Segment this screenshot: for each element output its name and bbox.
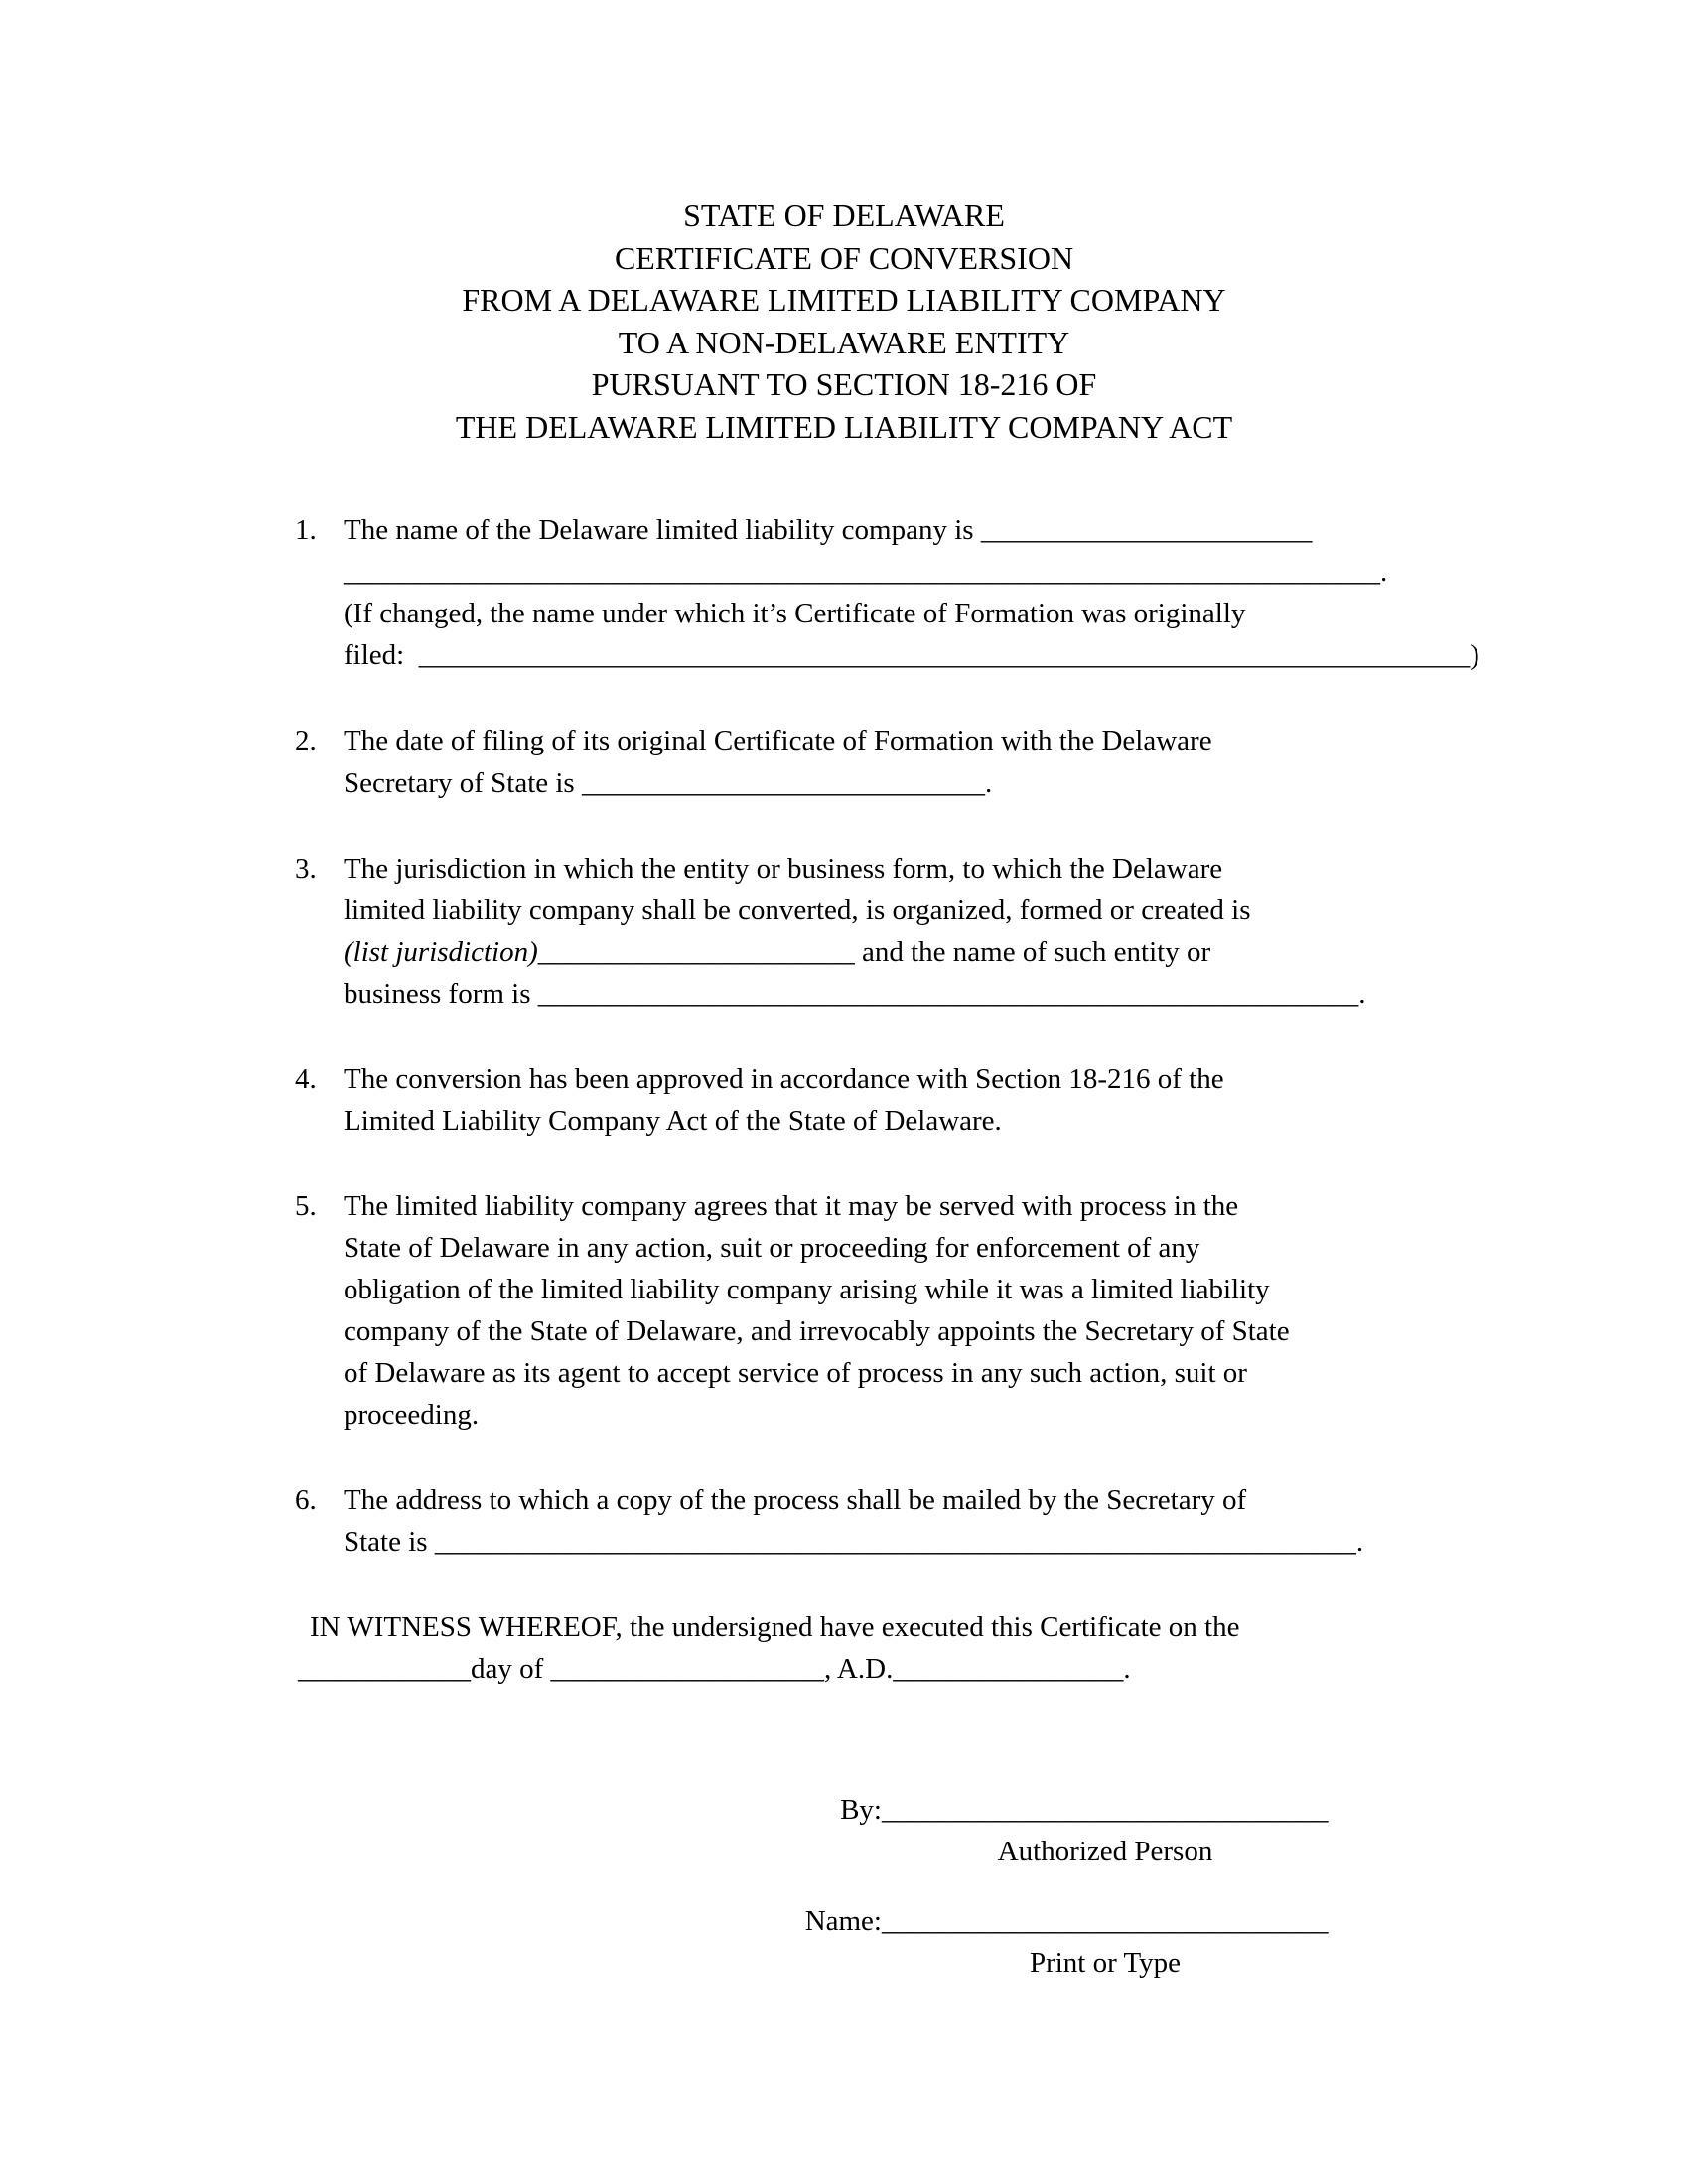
by-label: By: [840,1794,882,1827]
by-row [787,1789,1688,1831]
items-list [295,509,1489,1563]
text-segment: The jurisdiction in which the entity or business form, to which the Delaware [344,852,1223,885]
text-line [344,762,1212,804]
title-line [0,363,1688,406]
text-line [344,1521,1363,1563]
text-segment: The date of filing of its original Certificate of Formation with the Delaware [344,725,1212,757]
text-segment: TO A NON-DELAWARE ENTITY [618,324,1070,360]
text-segment: FROM A DELAWARE LIMITED LIABILITY COMPANY [462,282,1226,319]
witness-line [298,1648,1688,1690]
text-segment: filed: _________________________________________________________________________) [344,639,1479,672]
title-line [0,237,1688,280]
title-line [0,195,1688,237]
list-item [295,848,1489,1015]
title-line [0,406,1688,449]
text-segment: proceeding. [344,1399,480,1432]
text-segment: CERTIFICATE OF CONVERSION [614,239,1074,276]
text-segment: Limited Liability Company Act of the State of Delaware. [344,1104,1002,1137]
text-segment: IN WITNESS WHEREOF, the undersigned have executed this Certificate on the [310,1611,1240,1644]
item-number: 4. [295,1062,317,1095]
text-line [344,1227,1290,1269]
authorized-person-caption: Authorized Person [997,1836,1213,1868]
witness-clause [298,1606,1688,1690]
item-text [344,1479,1363,1563]
signature-block [787,1789,1688,1983]
text-segment: limited liability company shall be converted, is organized, formed or created is [344,893,1251,926]
witness-line [298,1606,1688,1648]
list-item [295,1479,1489,1563]
list-item [295,1058,1489,1142]
text-line [344,1269,1290,1310]
text-line [344,889,1366,931]
text-line [344,1058,1224,1100]
text-segment: THE DELAWARE LIMITED LIABILITY COMPANY ACT [455,408,1233,445]
list-item [295,720,1489,803]
text-line [344,1394,1290,1435]
text-line [344,1352,1290,1394]
text-line [344,1479,1363,1521]
text-line [344,1310,1290,1352]
text-segment: ______________________ and the name of such entity or [537,935,1211,968]
text-line [344,1185,1290,1227]
text-line [344,551,1479,593]
text-segment: State of Delaware in any action, suit or proceeding for enforcement of any [344,1231,1200,1264]
item-text [344,1058,1224,1142]
jurisdiction-italic-label: (list jurisdiction) [344,935,538,968]
name-label: Name: [804,1905,882,1938]
item-text [344,1185,1290,1435]
text-segment: business form is _________________________________________________________. [344,977,1366,1010]
title-line [0,322,1688,364]
item-number: 3. [295,852,317,885]
text-line [344,1100,1224,1142]
item-number: 1. [295,514,317,547]
text-segment: (If changed, the name under which it’s Certificate of Formation was originally [344,598,1246,630]
text-segment: The limited liability company agrees that it may be served with process in the [344,1189,1239,1222]
text-line [344,931,1366,973]
item-number: 5. [295,1189,317,1222]
text-line [344,509,1479,551]
name-row [787,1900,1688,1942]
item-text [344,848,1366,1015]
text-segment: ____________day of ___________________, A.D.________________. [298,1653,1131,1686]
text-line [344,593,1479,634]
text-segment: obligation of the limited liability company arising while it was a limited liability [344,1273,1270,1305]
text-segment: The conversion has been approved in accordance with Section 18-216 of the [344,1062,1224,1095]
text-line [344,973,1366,1015]
print-or-type-caption: Print or Type [1029,1947,1182,1979]
by-signature-blank: _______________________________ [882,1794,1329,1827]
text-segment: The name of the Delaware limited liability company is _______________________ [344,514,1313,547]
text-segment: ________________________________________________________________________. [344,556,1388,589]
text-segment: Secretary of State is ____________________________. [344,766,993,799]
text-segment: STATE OF DELAWARE [683,198,1005,233]
list-item [295,1185,1489,1435]
title-line [0,279,1688,322]
item-text [344,720,1212,803]
document-title [0,0,1688,448]
item-number: 2. [295,725,317,757]
text-segment: PURSUANT TO SECTION 18-216 OF [591,366,1097,403]
name-blank: _______________________________ [882,1905,1329,1938]
text-line [344,720,1212,761]
item-text [344,509,1479,676]
text-segment: company of the State of Delaware, and irrevocably appoints the Secretary of State [344,1314,1290,1347]
text-line [344,848,1366,889]
text-segment: State is ________________________________________________________________. [344,1526,1364,1559]
text-line [344,634,1479,676]
text-segment: of Delaware as its agent to accept service of process in any such action, suit or [344,1357,1247,1390]
item-number: 6. [295,1484,317,1517]
list-item [295,509,1489,676]
text-segment: The address to which a copy of the process shall be mailed by the Secretary of [344,1484,1247,1517]
